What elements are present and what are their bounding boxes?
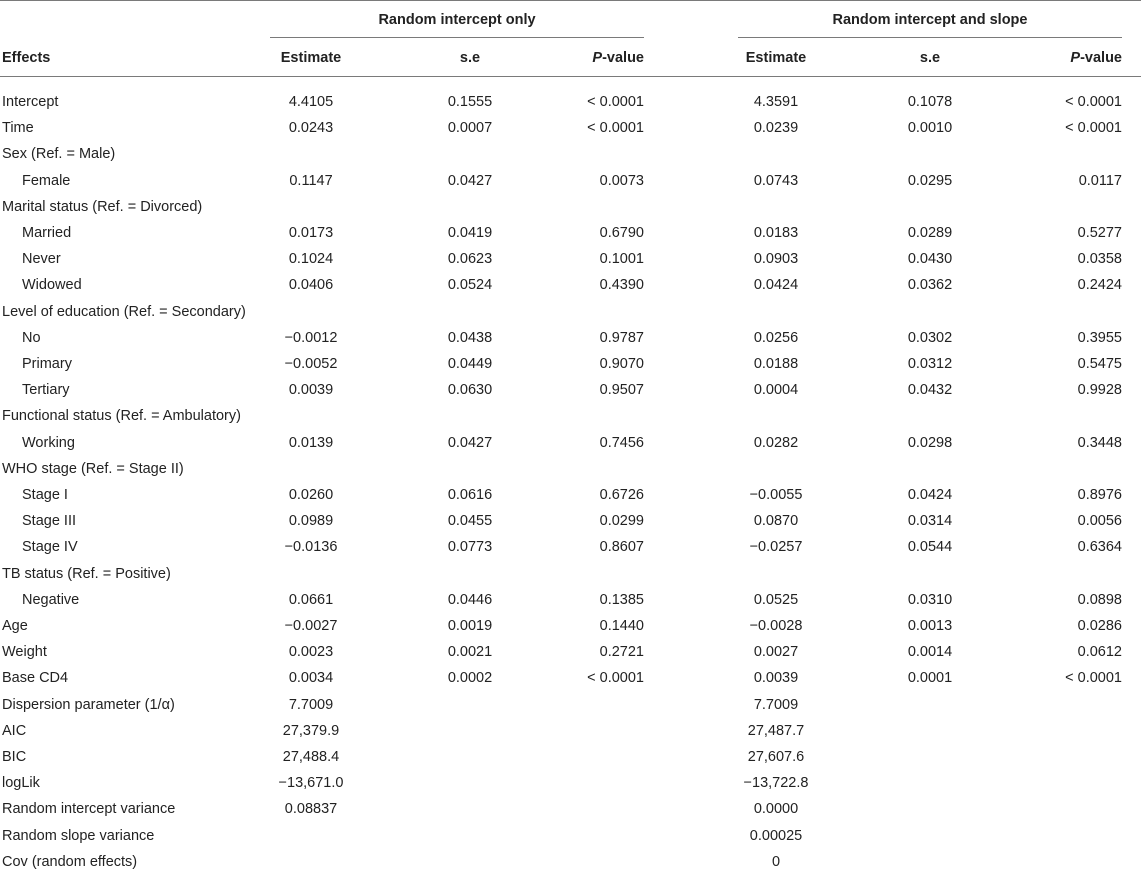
- header-effects: Effects: [2, 50, 51, 66]
- header-estimate-1: Estimate: [280, 50, 342, 66]
- cell-p1: 0.9507: [599, 382, 644, 399]
- cell-s2: 0.0314: [907, 513, 953, 530]
- row-label: Random intercept variance: [2, 801, 176, 818]
- cell-e2: 0.0239: [753, 120, 799, 137]
- row-label: Dispersion parameter (1/α): [2, 696, 175, 713]
- row-label: Married: [22, 225, 72, 241]
- table-row: [0, 534, 1141, 560]
- table-row: [0, 168, 1141, 194]
- cell-e2: 0.0256: [753, 329, 799, 346]
- cell-e2: −0.0055: [749, 487, 803, 503]
- cell-e1: 27,379.9: [282, 722, 340, 739]
- cell-p2: 0.0612: [1077, 644, 1122, 661]
- cell-e1: −0.0136: [284, 539, 338, 556]
- header-pvalue-2: [1022, 50, 1122, 66]
- row-label: Intercept: [2, 94, 59, 110]
- cell-e1: −0.0052: [284, 356, 338, 372]
- cell-e1: 0.08837: [284, 801, 338, 818]
- cell-e2: 0: [771, 853, 781, 870]
- cell-p2: 0.3448: [1077, 434, 1122, 451]
- cell-e1: 7.7009: [288, 696, 334, 713]
- cell-p2: 0.0286: [1077, 618, 1122, 634]
- cell-p1: < 0.0001: [587, 94, 644, 110]
- cell-p1: 0.0073: [599, 172, 644, 189]
- cell-p1: 0.6726: [599, 487, 644, 503]
- table-row: [0, 613, 1141, 639]
- row-label: logLik: [2, 775, 40, 792]
- header-rule: [0, 76, 1141, 77]
- cell-s1: 0.0449: [447, 356, 493, 372]
- table-row: [0, 430, 1141, 456]
- cell-e2: −0.0028: [749, 618, 803, 634]
- cell-p1: 0.9787: [599, 329, 644, 346]
- cell-s2: 0.0302: [907, 329, 953, 346]
- row-label: TB status (Ref. = Positive): [2, 565, 171, 582]
- cell-p2: 0.3955: [1077, 329, 1122, 346]
- cell-s1: 0.1555: [447, 94, 493, 110]
- table-row: [0, 718, 1141, 744]
- cell-p2: 0.5277: [1077, 225, 1122, 241]
- cell-p1: 0.4390: [599, 277, 644, 294]
- table-row: [0, 796, 1141, 822]
- row-label: Primary: [22, 356, 72, 372]
- cell-s1: 0.0773: [447, 539, 493, 556]
- cell-s2: 0.0544: [907, 539, 953, 556]
- row-label: Never: [22, 251, 61, 268]
- cell-s2: 0.0312: [907, 356, 953, 372]
- table-row: [0, 351, 1141, 377]
- cell-s1: 0.0427: [447, 172, 493, 189]
- cell-s2: 0.0289: [907, 225, 953, 241]
- table-row: [0, 744, 1141, 770]
- cell-p2: 0.2424: [1077, 277, 1122, 294]
- row-label: Working: [22, 434, 75, 451]
- cell-s2: 0.0432: [907, 382, 953, 399]
- cell-p2: 0.8976: [1077, 487, 1122, 503]
- header-p-italic: P: [1070, 50, 1081, 66]
- row-label: Negative: [22, 591, 80, 608]
- cell-p1: 0.6790: [599, 225, 644, 241]
- row-label: No: [22, 329, 41, 346]
- row-label: Stage III: [22, 513, 77, 530]
- table-row: [0, 220, 1141, 246]
- table-row: [0, 482, 1141, 508]
- cell-e1: 0.0023: [288, 644, 334, 661]
- row-label: Widowed: [22, 277, 82, 294]
- cell-s1: 0.0007: [447, 120, 493, 137]
- table-row: [0, 115, 1141, 141]
- cell-s1: 0.0427: [447, 434, 493, 451]
- cell-e1: −13,671.0: [278, 775, 344, 792]
- table-row: [0, 508, 1141, 534]
- cell-s2: 0.0014: [907, 644, 953, 661]
- cell-e2: 0.00025: [749, 827, 803, 844]
- cell-p2: < 0.0001: [1065, 120, 1122, 137]
- cell-s2: 0.0362: [907, 277, 953, 294]
- table-row: [0, 692, 1141, 718]
- cell-e2: 0.0039: [753, 670, 799, 687]
- cell-s1: 0.0019: [447, 618, 493, 634]
- table-row: [0, 194, 1141, 220]
- cell-e1: 0.0243: [288, 120, 334, 137]
- row-label: Marital status (Ref. = Divorced): [2, 198, 203, 215]
- cell-e2: 0.0004: [753, 382, 799, 399]
- row-label: Stage I: [22, 487, 68, 503]
- cell-p2: 0.9928: [1077, 382, 1122, 399]
- cell-s2: 0.0298: [907, 434, 953, 451]
- cell-p2: 0.5475: [1077, 356, 1122, 372]
- table-row: [0, 377, 1141, 403]
- cell-e2: 0.0183: [753, 225, 799, 241]
- cell-s1: 0.0438: [447, 329, 493, 346]
- cell-s2: 0.1078: [907, 94, 953, 110]
- row-label: WHO stage (Ref. = Stage II): [2, 460, 184, 477]
- cell-p2: < 0.0001: [1065, 94, 1122, 110]
- table-row: [0, 89, 1141, 115]
- cell-e2: 0.0424: [753, 277, 799, 294]
- cell-p1: 0.1440: [599, 618, 644, 634]
- cell-e2: 0.0188: [753, 356, 799, 372]
- cell-p1: < 0.0001: [587, 120, 644, 137]
- header-p-suffix: -value: [602, 50, 644, 66]
- cell-e2: 27,487.7: [747, 722, 805, 739]
- group-underline-1: [270, 37, 644, 38]
- group-underline-2: [738, 37, 1122, 38]
- cell-e1: 0.0989: [288, 513, 334, 530]
- cell-e1: 0.0034: [288, 670, 334, 687]
- row-label: Weight: [2, 644, 47, 661]
- header-p-suffix: -value: [1080, 50, 1122, 66]
- cell-e1: 4.4105: [288, 94, 334, 110]
- cell-p1: 0.8607: [599, 539, 644, 556]
- cell-e1: 0.1147: [289, 172, 333, 189]
- row-label: AIC: [2, 722, 27, 739]
- cell-e2: 0.0870: [753, 513, 799, 530]
- table-row: [0, 299, 1141, 325]
- table-row: [0, 246, 1141, 272]
- table-row: [0, 141, 1141, 167]
- cell-s1: 0.0002: [447, 670, 493, 687]
- header-p-italic: P: [592, 50, 603, 66]
- row-label: Stage IV: [22, 539, 78, 556]
- cell-e1: −0.0027: [284, 618, 338, 634]
- table-row: [0, 849, 1141, 875]
- top-rule: [0, 0, 1141, 1]
- cell-s1: 0.0455: [447, 513, 493, 530]
- cell-e1: 27,488.4: [282, 749, 340, 765]
- cell-p2: 0.0898: [1077, 591, 1122, 608]
- cell-e1: 0.0260: [288, 487, 334, 503]
- cell-e2: 0.0000: [753, 801, 799, 818]
- header-estimate-2: Estimate: [745, 50, 807, 66]
- cell-s1: 0.0623: [447, 251, 493, 268]
- cell-s1: 0.0630: [447, 382, 493, 399]
- row-label: Base CD4: [2, 670, 69, 687]
- table-row: [0, 403, 1141, 429]
- cell-s2: 0.0295: [907, 172, 953, 189]
- cell-e2: 27,607.6: [747, 749, 805, 765]
- cell-e2: 7.7009: [753, 696, 799, 713]
- row-label: Functional status (Ref. = Ambulatory): [2, 408, 241, 425]
- cell-p2: < 0.0001: [1065, 670, 1122, 687]
- cell-s1: 0.0021: [447, 644, 493, 661]
- header-pvalue-1: [545, 50, 644, 66]
- cell-e2: 4.3591: [753, 94, 799, 110]
- table-row: [0, 639, 1141, 665]
- cell-e1: −0.0012: [284, 329, 338, 346]
- row-label: Female: [22, 172, 71, 189]
- cell-s1: 0.0616: [447, 487, 493, 503]
- cell-p2: 0.6364: [1077, 539, 1122, 556]
- group-header-random-intercept-and-slope: Random intercept and slope: [832, 12, 1028, 28]
- row-label: BIC: [2, 749, 27, 765]
- cell-s1: 0.0446: [447, 591, 493, 608]
- table-row: [0, 823, 1141, 849]
- cell-e1: 0.0173: [288, 225, 334, 241]
- cell-p2: 0.0056: [1077, 513, 1122, 530]
- table-row: [0, 665, 1141, 691]
- cell-e2: 0.0027: [753, 644, 799, 661]
- cell-s2: 0.0430: [907, 251, 953, 268]
- cell-s2: 0.0424: [907, 487, 953, 503]
- row-label: Level of education (Ref. = Secondary): [2, 303, 246, 320]
- cell-p2: 0.0117: [1078, 172, 1122, 189]
- cell-s1: 0.0419: [447, 225, 493, 241]
- row-label: Time: [2, 120, 34, 137]
- cell-e2: −0.0257: [749, 539, 803, 556]
- group-header-random-intercept-only: Random intercept only: [378, 12, 536, 28]
- table-row: [0, 325, 1141, 351]
- table-row: [0, 561, 1141, 587]
- cell-p1: < 0.0001: [587, 670, 644, 687]
- header-se-1: s.e: [459, 50, 481, 66]
- cell-p1: 0.0299: [599, 513, 644, 530]
- cell-e1: 0.0039: [288, 382, 334, 399]
- cell-e2: 0.0282: [753, 434, 799, 451]
- cell-e1: 0.0139: [288, 434, 334, 451]
- table-row: [0, 272, 1141, 298]
- cell-e2: 0.0525: [753, 591, 799, 608]
- cell-s2: 0.0013: [907, 618, 953, 634]
- cell-p1: 0.1001: [599, 251, 644, 268]
- header-se-2: s.e: [919, 50, 941, 66]
- cell-p1: 0.2721: [599, 644, 644, 661]
- row-label: Cov (random effects): [2, 853, 138, 870]
- row-label: Age: [2, 618, 28, 634]
- row-label: Random slope variance: [2, 827, 155, 844]
- table-row: [0, 770, 1141, 796]
- cell-p1: 0.7456: [599, 434, 644, 451]
- row-label: Sex (Ref. = Male): [2, 146, 116, 163]
- row-label: Tertiary: [22, 382, 70, 399]
- table-row: [0, 456, 1141, 482]
- table-row: [0, 587, 1141, 613]
- cell-e2: 0.0743: [753, 172, 799, 189]
- cell-e1: 0.0661: [288, 591, 334, 608]
- cell-e1: 0.1024: [288, 251, 334, 268]
- cell-p1: 0.1385: [599, 591, 644, 608]
- cell-e1: 0.0406: [288, 277, 334, 294]
- cell-s1: 0.0524: [447, 277, 493, 294]
- cell-e2: 0.0903: [753, 251, 799, 268]
- cell-e2: −13,722.8: [743, 775, 809, 792]
- cell-s2: 0.0010: [907, 120, 953, 137]
- cell-s2: 0.0310: [907, 591, 953, 608]
- cell-p2: 0.0358: [1077, 251, 1122, 268]
- cell-s2: 0.0001: [907, 670, 953, 687]
- cell-p1: 0.9070: [599, 356, 644, 372]
